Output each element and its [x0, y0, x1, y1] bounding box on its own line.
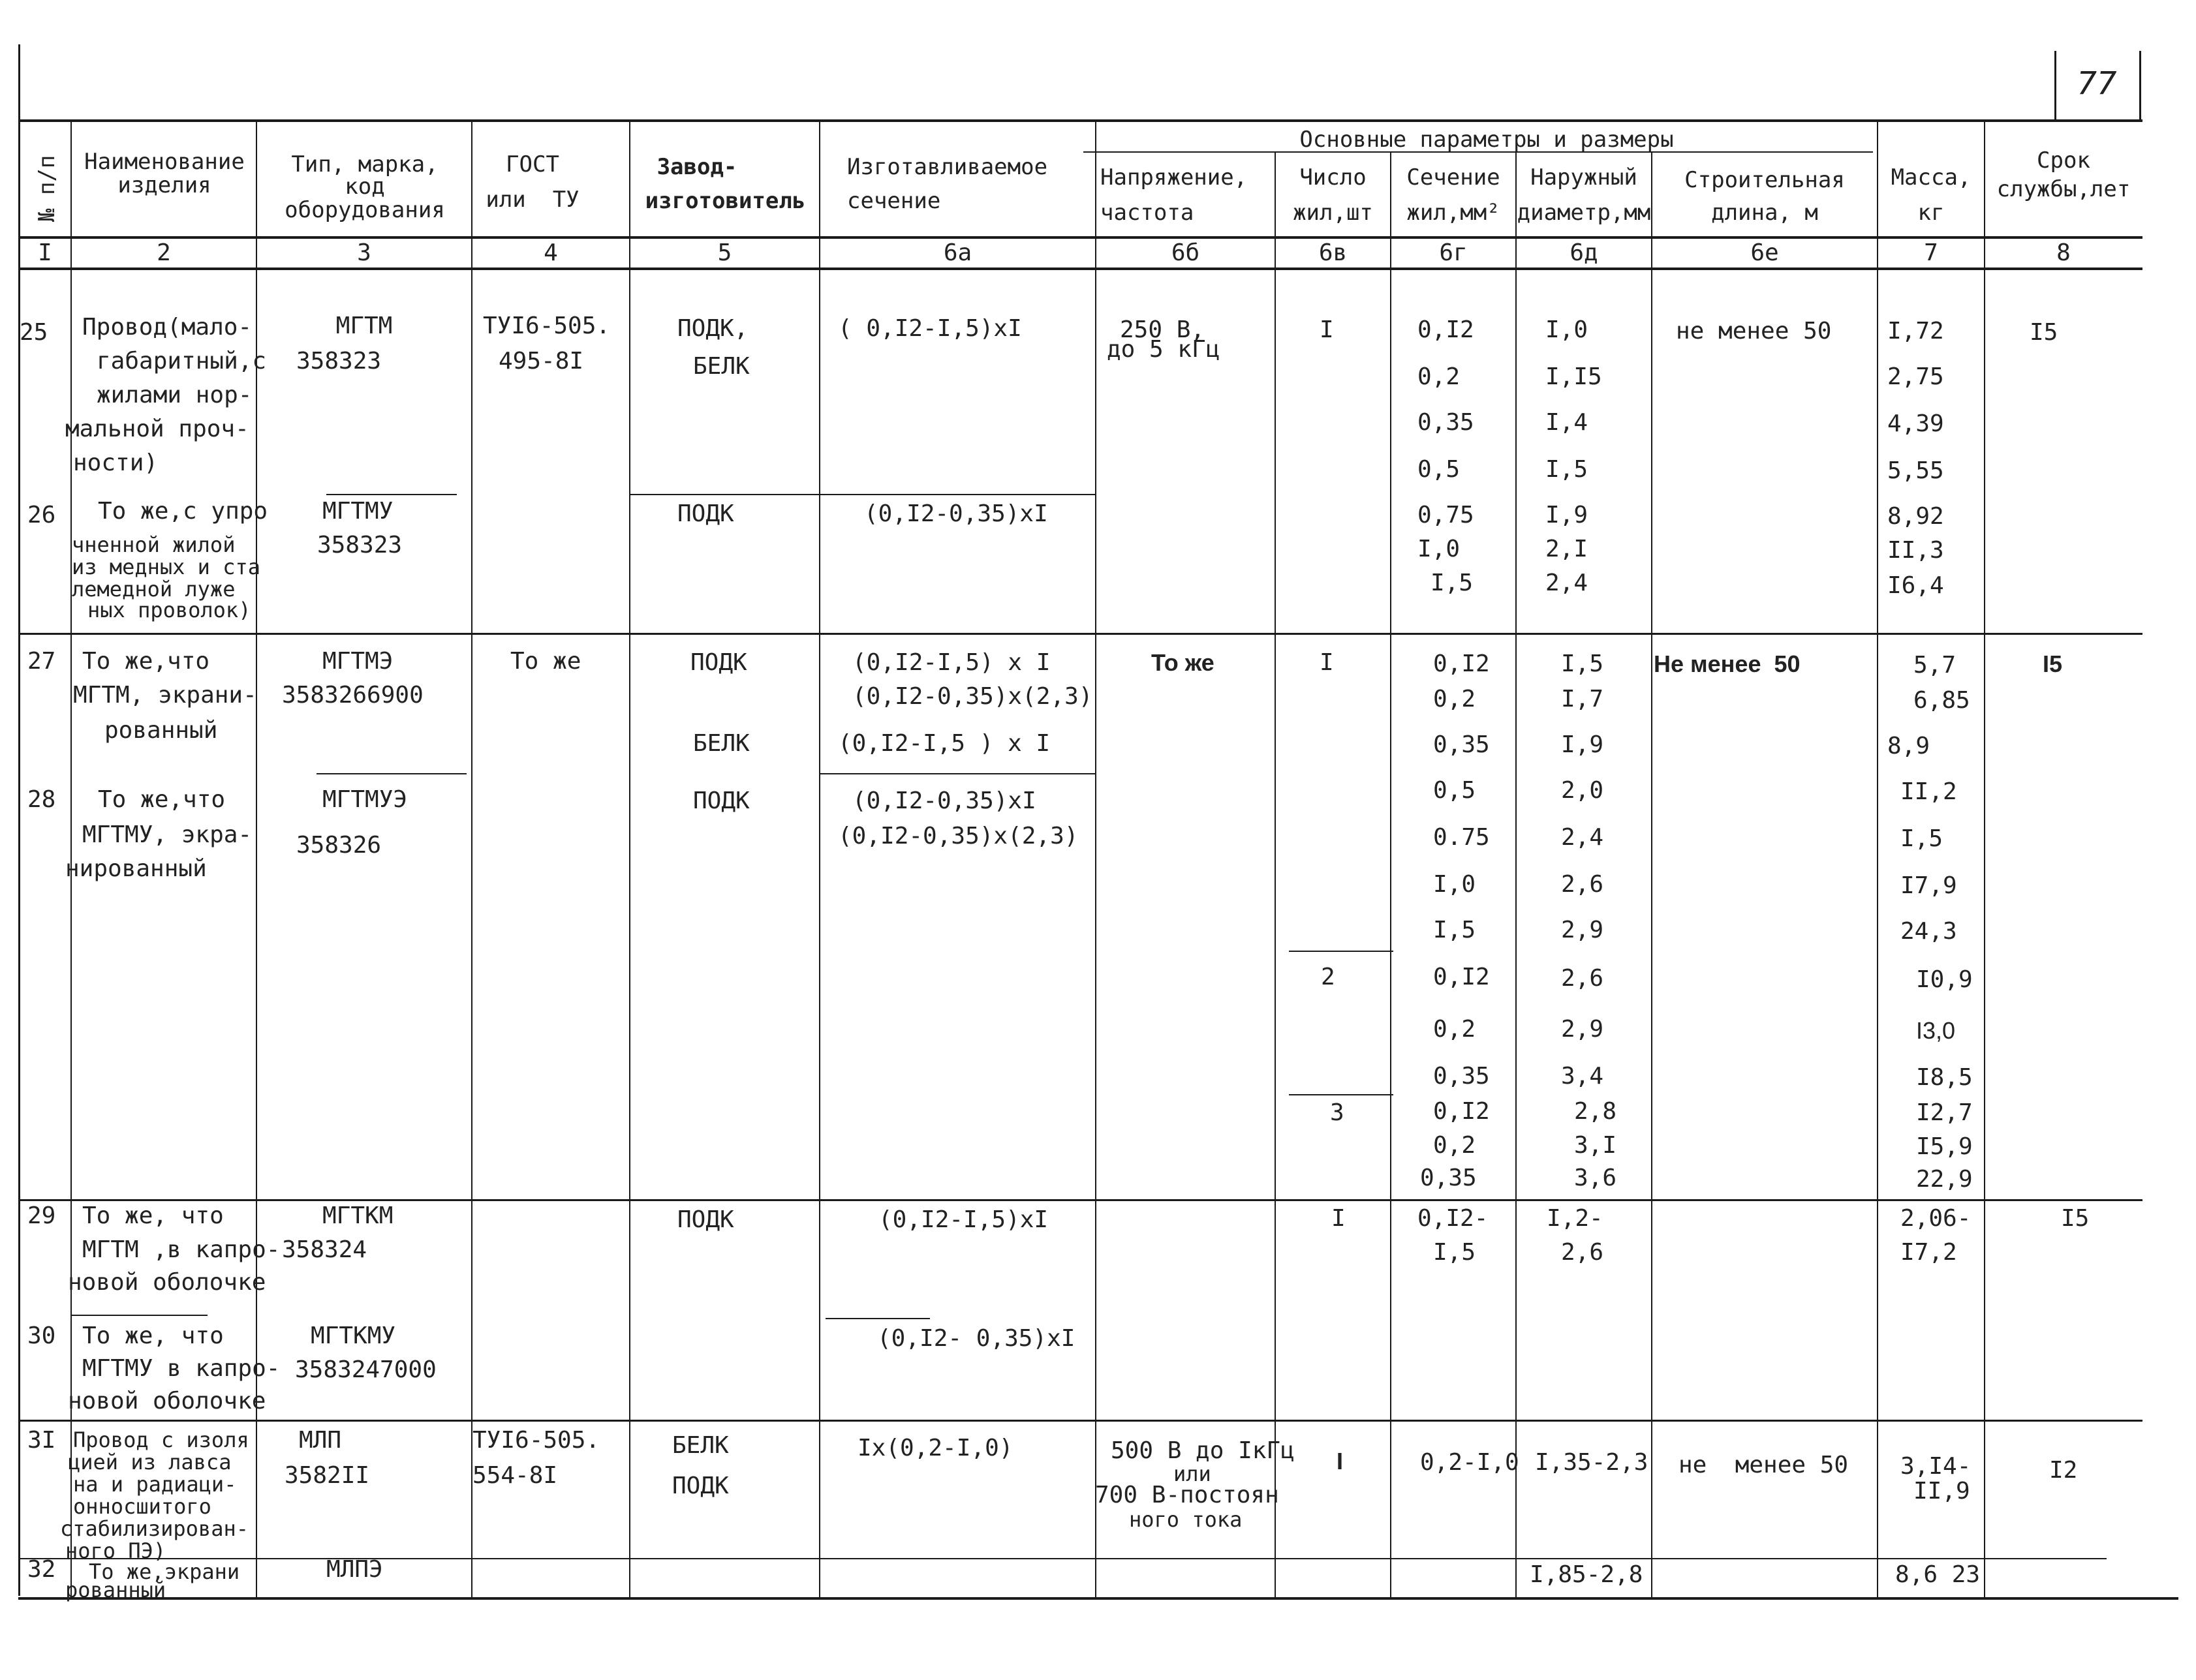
- header-gost-1: ГОСТ: [506, 151, 559, 177]
- r27-type-2: 3583266900: [282, 682, 424, 709]
- r29-name-1: То же, что: [82, 1202, 224, 1229]
- header-cores-2: жил,шт: [1293, 200, 1373, 226]
- r28-maker: ПОДК: [693, 787, 750, 814]
- b1-cross-2: 0,2: [1417, 363, 1461, 390]
- header-length-1: Строительная: [1684, 167, 1845, 193]
- r25-life: I5: [2030, 319, 2058, 346]
- table-bottom-line: [18, 1597, 2178, 1600]
- row-sep-30-31: [18, 1420, 2142, 1422]
- r27-cores: I: [1320, 649, 1334, 676]
- b2-mass-5: I,5: [1900, 825, 1943, 852]
- r28-name-2: МГТМУ, экра-: [82, 821, 253, 848]
- cores2-line: [1289, 951, 1393, 952]
- r31-name-1: Провод с изоля: [73, 1428, 249, 1452]
- b1-mass-5: 8,92: [1887, 503, 1944, 530]
- r25-voltage-1: 250 В,: [1120, 316, 1205, 343]
- b2-cross-9: 0,2: [1433, 1016, 1476, 1043]
- r31-gost-2: 554-8I: [472, 1462, 558, 1489]
- b2-mass-10: I8,5: [1916, 1064, 1973, 1091]
- r25-maker-1: ПОДК,: [677, 315, 749, 342]
- b2-mass-12: I5,9: [1916, 1133, 1973, 1160]
- r28-cores2: 2: [1321, 964, 1335, 990]
- vline-4: [629, 119, 630, 1597]
- vline-7: [1275, 151, 1276, 1597]
- r31-voltage-2: или: [1173, 1461, 1211, 1486]
- r25-name-2: габаритный,с: [97, 348, 267, 374]
- r27-num: 27: [27, 648, 56, 675]
- colnum-7: 7: [1924, 239, 1938, 266]
- b2-diam-11: 2,8: [1574, 1098, 1617, 1125]
- header-gost-2: или ТУ: [486, 187, 580, 213]
- b2-cross-12: 0,2: [1433, 1132, 1476, 1159]
- r31-maker-2: ПОДК: [672, 1473, 729, 1499]
- vline-6: [1095, 119, 1096, 1597]
- r30-type-1: МГТКМУ: [311, 1322, 396, 1349]
- vline-10: [1651, 151, 1652, 1597]
- colnum-5: 5: [717, 239, 732, 266]
- r31-cross: 0,2-I,0: [1420, 1449, 1519, 1476]
- r29-cores: I: [1331, 1205, 1346, 1232]
- header-diam-2: диаметр,мм: [1517, 200, 1651, 226]
- b1-diam-2: I,I5: [1545, 363, 1602, 390]
- r25-section: ( 0,I2-I,5)xI: [838, 315, 1022, 342]
- pagebox-right: [2139, 51, 2141, 119]
- r29-cross-2: I,5: [1433, 1239, 1476, 1266]
- r27-maker-2: БЕЛК: [693, 730, 750, 757]
- r25-num: 25: [20, 319, 48, 346]
- r31-name-3: на и радиаци-: [73, 1472, 237, 1497]
- b1-mass-7: I6,4: [1887, 572, 1944, 599]
- r28-type-1: МГТМУЭ: [322, 786, 408, 813]
- r27-gost: То же: [510, 648, 581, 675]
- r25-voltage-2: до 5 кГц: [1107, 336, 1220, 363]
- r30-section-line: [826, 1318, 930, 1319]
- b2-mass-1: 5,7: [1913, 652, 1956, 679]
- b2-diam-8: 2,6: [1561, 965, 1604, 992]
- r29-type-2: 358324: [282, 1236, 367, 1263]
- r30-num: 30: [27, 1322, 56, 1349]
- r31-name-5: стабилизирован-: [60, 1516, 249, 1541]
- b1-mass-1: I,72: [1887, 318, 1944, 344]
- r29-section: (0,I2-I,5)xI: [878, 1206, 1049, 1233]
- header-top-line: [18, 119, 2142, 122]
- header-cores-1: Число: [1299, 164, 1367, 191]
- r28-cores3: 3: [1330, 1099, 1344, 1126]
- b1-cross-5: 0,75: [1417, 502, 1474, 528]
- r25-name-3: жилами нор-: [97, 382, 253, 408]
- r28-type-line: [317, 773, 467, 774]
- r25-type-2: 358323: [296, 348, 382, 374]
- header-name-2: изделия: [117, 172, 211, 198]
- r29-maker: ПОДК: [677, 1206, 734, 1233]
- r26-name-4: лемедной луже: [72, 577, 236, 602]
- r28-type-2: 358326: [296, 832, 382, 859]
- b1-mass-2: 2,75: [1887, 363, 1944, 390]
- b1-diam-1: I,0: [1545, 316, 1588, 343]
- vline-5: [819, 119, 820, 1597]
- r27-section-2: (0,I2-0,35)x(2,3): [852, 683, 1093, 710]
- header-maker-2: изготовитель: [645, 188, 806, 214]
- header-type-2: код: [345, 174, 385, 200]
- r29-mass-1: 2,06-: [1900, 1205, 1972, 1232]
- r26-maker: ПОДК: [677, 500, 734, 527]
- r26-name-2: чненной жилой: [72, 532, 236, 557]
- r27-name-1: То же,что: [82, 648, 210, 675]
- r29-diam-2: 2,6: [1561, 1239, 1604, 1266]
- r26-section: (0,I2-0,35)xI: [864, 500, 1048, 527]
- colnum-6b: 6б: [1171, 239, 1200, 266]
- header-life-1: Срок: [2037, 147, 2090, 174]
- header-life-2: службы,лет: [1996, 176, 2131, 202]
- b2-mass-9: I3,0: [1916, 1017, 1956, 1044]
- r26-num: 26: [27, 502, 56, 528]
- header-name-1: Наименование: [84, 149, 245, 175]
- r29-mass-2: I7,2: [1900, 1239, 1957, 1266]
- r31-voltage-4: ного тока: [1129, 1507, 1243, 1532]
- colnum-8: 8: [2056, 239, 2071, 266]
- colnum-bottom-line: [18, 267, 2142, 270]
- colnum-6d: 6д: [1570, 239, 1598, 266]
- cores3-line: [1289, 1094, 1393, 1095]
- r26-name-3: из медных и ста: [72, 555, 260, 579]
- r31-name-4: онносшитого: [73, 1494, 211, 1519]
- r29-num: 29: [27, 1202, 56, 1229]
- r28-section-2: (0,I2-0,35)x(2,3): [838, 823, 1079, 849]
- r25-name-5: ности): [73, 450, 159, 476]
- r26-maker-line: [629, 494, 1095, 495]
- r31-name-2: цией из лавса: [68, 1450, 232, 1474]
- b2-mass-2: 6,85: [1913, 687, 1970, 714]
- r27-belk-line: [819, 773, 1095, 774]
- b2-diam-7: 2,9: [1561, 917, 1604, 943]
- header-type-1: Тип, марка,: [291, 151, 439, 177]
- b1-cross-4: 0,5: [1417, 456, 1461, 483]
- header-diam-1: Наружный: [1530, 164, 1637, 191]
- header-cross-1: Сечение: [1406, 164, 1500, 191]
- colnum-2: 2: [157, 239, 171, 266]
- r32-diam: I,85-2,8: [1530, 1561, 1643, 1588]
- r31-name-6: ного ПЭ): [65, 1538, 166, 1563]
- colnum-6v: 6в: [1318, 239, 1348, 266]
- b1-diam-6: 2,I: [1545, 536, 1588, 562]
- header-section-2: сечение: [847, 188, 941, 214]
- b1-diam-7: 2,4: [1545, 570, 1588, 596]
- r27-name-3: рованный: [104, 717, 218, 744]
- page-number: 77: [2077, 65, 2117, 102]
- r27-life: I5: [2043, 650, 2063, 677]
- row-sep-28-29: [18, 1199, 2142, 1201]
- b2-cross-1: 0,I2: [1433, 650, 1490, 677]
- b2-mass-13: 22,9: [1916, 1166, 1973, 1193]
- b2-diam-10: 3,4: [1561, 1063, 1604, 1090]
- r31-mass-1: 3,I4-: [1900, 1453, 1972, 1480]
- r29-name-2: МГТМ ,в капро-: [82, 1236, 281, 1263]
- header-cross-2: жил,мм²: [1406, 200, 1500, 226]
- r31-voltage-1: 500 В до IкГц: [1111, 1437, 1295, 1464]
- r29-life: I5: [2061, 1205, 2090, 1232]
- r25-cores: I: [1320, 316, 1334, 343]
- r32-name-2: рованный: [65, 1578, 166, 1602]
- r26-type-1: МГТМУ: [322, 498, 394, 525]
- r30-name-2: МГТМУ в капро-: [82, 1355, 281, 1382]
- r27-length: Не менее 50: [1654, 650, 1801, 677]
- b2-cross-8: 0,I2: [1433, 964, 1490, 990]
- b2-mass-8: I0,9: [1916, 966, 1973, 993]
- r32-mass: 8,6 23: [1895, 1561, 1981, 1588]
- r31-section: Ix(0,2-I,0): [858, 1435, 1013, 1461]
- b2-diam-9: 2,9: [1561, 1016, 1604, 1043]
- r28-name-3: нированный: [65, 855, 207, 882]
- r31-maker-1: БЕЛК: [672, 1432, 729, 1459]
- r27-type-1: МГТМЭ: [322, 648, 394, 675]
- colnum-6a: 6а: [943, 239, 972, 266]
- r31-voltage-3: 700 В-постоян: [1095, 1482, 1279, 1508]
- b2-mass-7: 24,3: [1900, 918, 1957, 945]
- header-num: № п/п: [34, 155, 60, 222]
- r26-type-2: 358323: [317, 532, 403, 558]
- b2-cross-6: I,0: [1433, 871, 1476, 898]
- b2-mass-11: I2,7: [1916, 1099, 1973, 1126]
- r25-name-4: мальной проч-: [65, 416, 249, 442]
- r25-maker-2: БЕЛК: [693, 353, 750, 380]
- b2-cross-10: 0,35: [1433, 1063, 1490, 1090]
- r31-type-2: 3582II: [285, 1462, 370, 1489]
- r26-name-5: ных проволок): [87, 598, 251, 622]
- r29-type-1: МГТКМ: [322, 1202, 394, 1229]
- r25-length: не менее 50: [1676, 318, 1832, 344]
- header-length-2: длина, м: [1711, 200, 1818, 226]
- r28-num: 28: [27, 786, 56, 813]
- row-sep-26-27: [18, 633, 2142, 635]
- r32-name-1: То же,экрани: [89, 1559, 240, 1584]
- r31-type-1: МЛП: [299, 1427, 342, 1454]
- b1-mass-6: II,3: [1887, 537, 1944, 564]
- b2-diam-13: 3,6: [1574, 1165, 1617, 1191]
- r27-section-3: (0,I2-I,5 ) x I: [838, 730, 1051, 757]
- b2-diam-4: 2,0: [1561, 777, 1604, 804]
- b2-mass-3: 8,9: [1887, 733, 1930, 759]
- vline-3: [471, 119, 472, 1597]
- header-maker-1: Завод-: [657, 154, 737, 180]
- b2-diam-6: 2,6: [1561, 871, 1604, 898]
- r26-type-line: [326, 494, 457, 495]
- r30-name-1: То же, что: [82, 1322, 224, 1349]
- b2-cross-11: 0,I2: [1433, 1098, 1490, 1125]
- b1-diam-3: I,4: [1545, 409, 1588, 436]
- r30-section: (0,I2- 0,35)xI: [877, 1325, 1075, 1352]
- colnum-6e: 6е: [1750, 239, 1779, 266]
- r31-length: не менее 50: [1678, 1452, 1849, 1478]
- b2-cross-4: 0,5: [1433, 777, 1476, 804]
- colnum-1: I: [38, 239, 52, 266]
- b2-cross-2: 0,2: [1433, 686, 1476, 712]
- colnum-3: 3: [357, 239, 371, 266]
- r25-gost-2: 495-8I: [499, 348, 584, 374]
- left-margin-line: [18, 44, 20, 1596]
- r28-name-1: То же,что: [98, 786, 226, 813]
- b1-cross-7: I,5: [1430, 570, 1474, 596]
- b2-diam-3: I,9: [1561, 731, 1604, 758]
- b2-mass-4: II,2: [1900, 778, 1957, 805]
- r26-name-1: То же,с упро: [98, 498, 268, 525]
- b2-cross-3: 0,35: [1433, 731, 1490, 758]
- r25-type-1: МГТМ: [335, 313, 393, 339]
- r31-gost-1: ТУI6-505.: [472, 1427, 600, 1454]
- r27-maker-1: ПОДК: [690, 649, 747, 676]
- r32-num: 32: [27, 1556, 56, 1583]
- b1-cross-6: I,0: [1417, 536, 1461, 562]
- r29-name-3: новой оболочке: [68, 1269, 266, 1296]
- b1-cross-3: 0,35: [1417, 409, 1474, 436]
- header-type-3: оборудования: [285, 197, 445, 223]
- b2-diam-1: I,5: [1561, 650, 1604, 677]
- header-voltage-2: частота: [1100, 200, 1194, 226]
- vline-11: [1877, 119, 1878, 1597]
- r27-name-2: МГТМ, экрани-: [73, 682, 257, 709]
- r32-type: МЛПЭ: [326, 1556, 383, 1583]
- b1-mass-4: 5,55: [1887, 457, 1944, 484]
- r31-mass-2: II,9: [1913, 1478, 1970, 1504]
- header-mass-1: Масса,: [1891, 164, 1972, 191]
- r25-gost-1: ТУI6-505.: [483, 313, 611, 339]
- r29-diam-1: I,2-: [1547, 1205, 1603, 1232]
- header-group: Основные параметры и размеры: [1299, 127, 1674, 153]
- b2-mass-6: I7,9: [1900, 872, 1957, 899]
- r31-diam: I,35-2,3: [1535, 1449, 1648, 1476]
- b2-cross-13: 0,35: [1420, 1165, 1477, 1191]
- r30-type-2: 3583247000: [295, 1356, 437, 1383]
- header-voltage-1: Напряжение,: [1100, 164, 1248, 191]
- r25-name-1: Провод(мало-: [82, 314, 253, 341]
- header-section-1: Изготавливаемое: [847, 154, 1048, 180]
- b1-cross-1: 0,I2: [1417, 316, 1474, 343]
- vline-9: [1515, 151, 1517, 1597]
- b2-diam-12: 3,I: [1574, 1132, 1617, 1159]
- r27-section-1: (0,I2-I,5) x I: [852, 649, 1051, 676]
- r30-name-line: [70, 1315, 208, 1316]
- b2-cross-5: 0.75: [1433, 824, 1490, 851]
- colnum-4: 4: [544, 239, 558, 266]
- r31-life: I2: [2049, 1457, 2078, 1484]
- r29-cross-1: 0,I2-: [1417, 1205, 1489, 1232]
- b2-diam-2: I,7: [1561, 686, 1604, 712]
- r30-name-3: новой оболочке: [68, 1388, 266, 1414]
- colnum-6g: 6г: [1439, 239, 1468, 266]
- r28-section-1: (0,I2-0,35)xI: [852, 787, 1036, 814]
- b2-diam-5: 2,4: [1561, 824, 1604, 851]
- r31-num: 3I: [27, 1427, 56, 1454]
- vline-8: [1390, 151, 1391, 1597]
- r27-voltage: То же: [1151, 649, 1214, 676]
- b1-mass-3: 4,39: [1887, 410, 1944, 437]
- b1-diam-4: I,5: [1545, 456, 1588, 483]
- r31-cores: I: [1337, 1448, 1344, 1474]
- b2-cross-7: I,5: [1433, 917, 1476, 943]
- b1-diam-5: I,9: [1545, 502, 1588, 528]
- header-mass-2: кг: [1917, 200, 1945, 226]
- vline-12: [1984, 119, 1985, 1597]
